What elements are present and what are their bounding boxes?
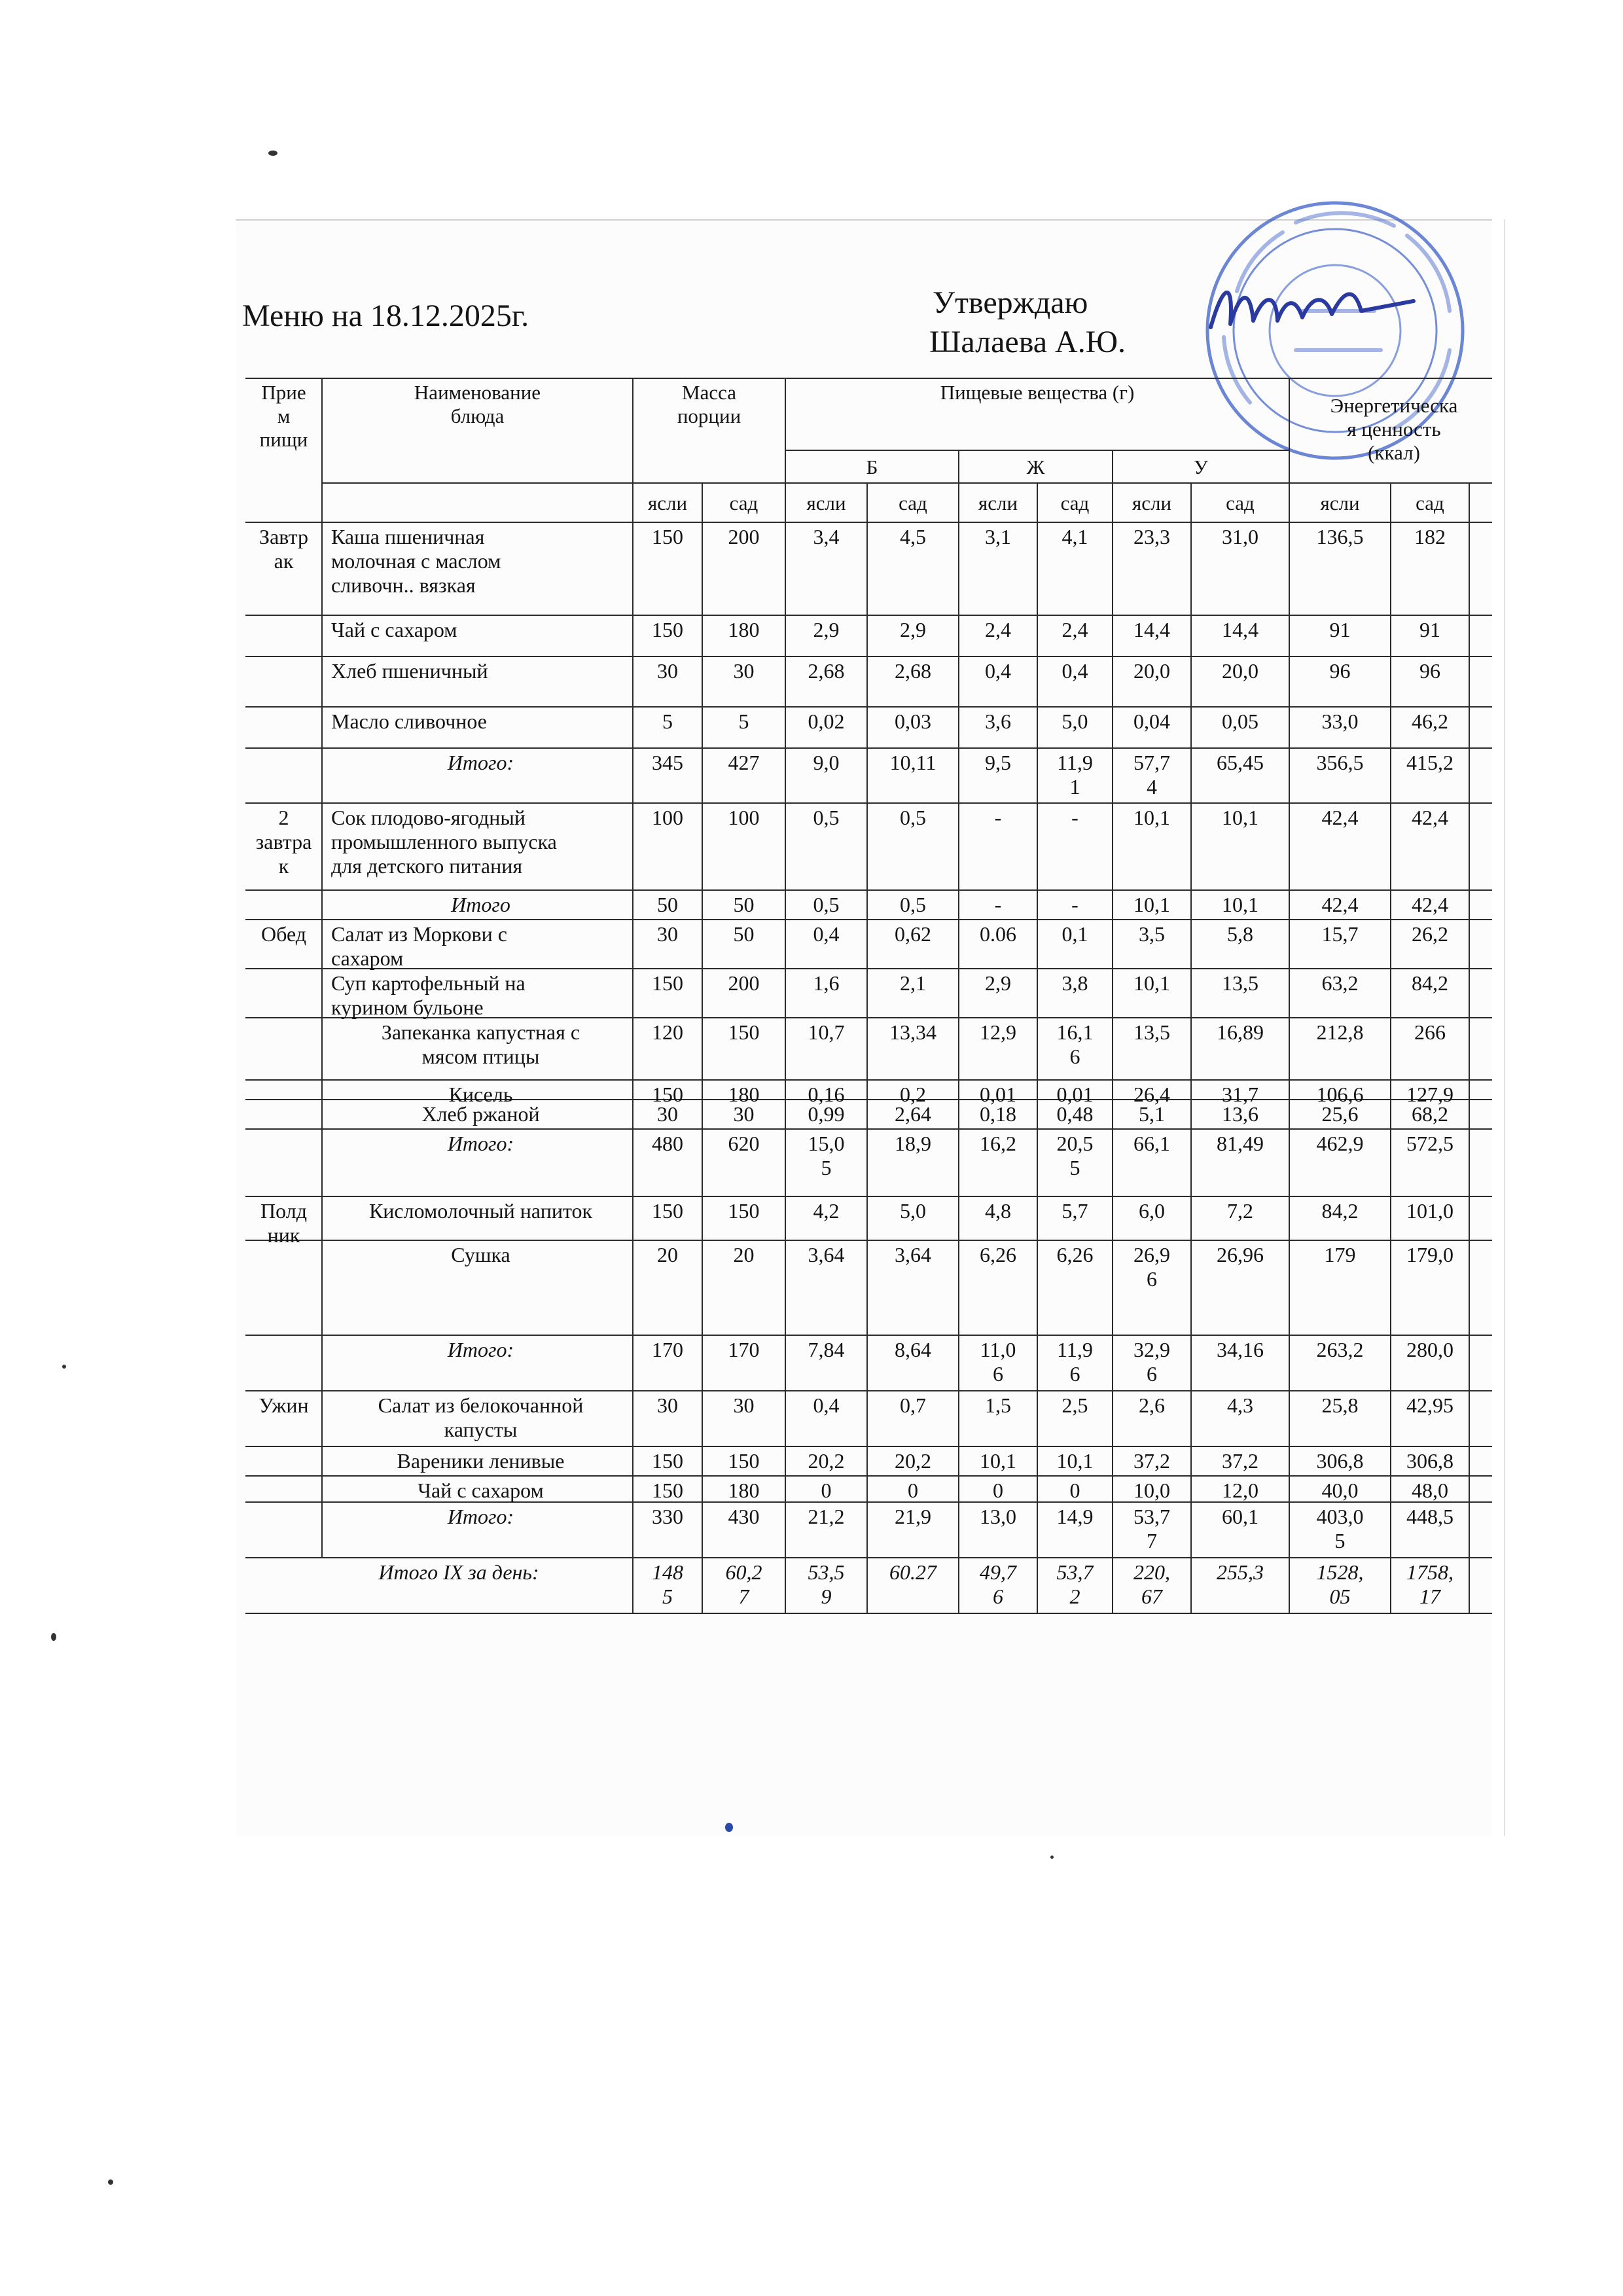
value-mass-y: 148 5 bbox=[652, 1560, 683, 1608]
value-e-s: 42,4 bbox=[1412, 806, 1448, 829]
value-zh-y: 2,4 bbox=[985, 618, 1011, 641]
header-sub-yasli: ясли bbox=[1132, 492, 1172, 514]
value-zh-y: 1,5 bbox=[985, 1393, 1011, 1417]
value-b-s: 3,64 bbox=[895, 1243, 931, 1266]
value-u-s: 34,16 bbox=[1217, 1338, 1264, 1361]
header-sub-sad: сад bbox=[1060, 492, 1090, 514]
value-u-y: 0,04 bbox=[1133, 709, 1170, 733]
value-u-s: 81,49 bbox=[1217, 1132, 1264, 1155]
value-mass-y: 120 bbox=[652, 1020, 683, 1044]
value-zh-y: 4,8 bbox=[985, 1199, 1011, 1223]
value-u-y: 37,2 bbox=[1133, 1449, 1170, 1473]
value-e-y: 179 bbox=[1324, 1243, 1356, 1266]
meal-label: Ужин bbox=[259, 1393, 309, 1417]
meal-label: Завтр ак bbox=[259, 525, 308, 573]
header-meal: Прие м пищи bbox=[259, 381, 308, 451]
value-b-s: 2,1 bbox=[900, 971, 926, 995]
value-u-y: 10,1 bbox=[1133, 893, 1170, 916]
value-u-y: 66,1 bbox=[1133, 1132, 1170, 1155]
value-mass-y: 345 bbox=[652, 751, 683, 774]
value-zh-s: - bbox=[1071, 806, 1079, 829]
value-zh-y: 2,9 bbox=[985, 971, 1011, 995]
value-mass-y: 150 bbox=[652, 618, 683, 641]
value-u-y: 6,0 bbox=[1139, 1199, 1165, 1223]
value-e-y: 40,0 bbox=[1321, 1479, 1359, 1502]
value-zh-s: 0,4 bbox=[1061, 659, 1088, 683]
header-mass: Масса порции bbox=[677, 381, 741, 427]
value-b-s: 0,03 bbox=[895, 709, 931, 733]
value-mass-y: 480 bbox=[652, 1132, 683, 1155]
dish-name: Каша пшеничная молочная с маслом сливочн.. вязкая bbox=[331, 525, 501, 597]
total-label: Итого: bbox=[447, 1132, 514, 1155]
value-u-y: 26,4 bbox=[1133, 1083, 1170, 1106]
value-b-y: 7,84 bbox=[808, 1338, 845, 1361]
value-b-s: 4,5 bbox=[900, 525, 926, 548]
value-b-s: 8,64 bbox=[895, 1338, 931, 1361]
value-b-y: 4,2 bbox=[813, 1199, 840, 1223]
value-mass-s: 180 bbox=[728, 618, 760, 641]
value-mass-s: 170 bbox=[728, 1338, 760, 1361]
value-zh-y: - bbox=[994, 806, 1002, 829]
value-mass-s: 100 bbox=[728, 806, 760, 829]
value-e-s: 127,9 bbox=[1406, 1083, 1454, 1106]
header-sub-sad: сад bbox=[729, 492, 758, 514]
value-zh-y: 0,4 bbox=[985, 659, 1011, 683]
value-u-s: 13,6 bbox=[1222, 1102, 1258, 1126]
value-mass-y: 150 bbox=[652, 1083, 683, 1106]
value-e-s: 26,2 bbox=[1412, 922, 1448, 946]
value-u-s: 31,0 bbox=[1222, 525, 1258, 548]
value-b-s: 5,0 bbox=[900, 1199, 926, 1223]
value-b-y: 0 bbox=[821, 1479, 832, 1502]
value-u-s: 10,1 bbox=[1222, 893, 1258, 916]
value-e-s: 280,0 bbox=[1406, 1338, 1454, 1361]
value-e-s: 1758, 17 bbox=[1406, 1560, 1454, 1608]
value-u-s: 37,2 bbox=[1222, 1449, 1258, 1473]
dish-name: Сушка bbox=[451, 1243, 510, 1266]
value-e-s: 46,2 bbox=[1412, 709, 1448, 733]
header-energy: Энергетическа я ценность (ккал) bbox=[1330, 394, 1458, 464]
value-u-y: 32,9 6 bbox=[1133, 1338, 1170, 1386]
value-mass-s: 150 bbox=[728, 1020, 760, 1044]
value-zh-s: 0 bbox=[1069, 1479, 1080, 1502]
value-u-s: 65,45 bbox=[1217, 751, 1264, 774]
value-u-s: 10,1 bbox=[1222, 806, 1258, 829]
value-e-s: 266 bbox=[1414, 1020, 1446, 1044]
value-e-y: 1528, 05 bbox=[1316, 1560, 1364, 1608]
value-b-s: 0,5 bbox=[900, 806, 926, 829]
value-mass-s: 180 bbox=[728, 1479, 760, 1502]
value-mass-s: 200 bbox=[728, 525, 760, 548]
value-e-y: 96 bbox=[1329, 659, 1351, 683]
value-e-s: 48,0 bbox=[1412, 1479, 1448, 1502]
value-e-s: 42,95 bbox=[1406, 1393, 1454, 1417]
value-b-s: 2,9 bbox=[900, 618, 926, 641]
value-mass-s: 150 bbox=[728, 1449, 760, 1473]
value-b-y: 53,5 9 bbox=[808, 1560, 845, 1608]
value-e-y: 42,4 bbox=[1321, 806, 1359, 829]
value-b-y: 1,6 bbox=[813, 971, 840, 995]
value-e-y: 33,0 bbox=[1321, 709, 1359, 733]
dish-name: Кисель bbox=[448, 1083, 513, 1106]
value-u-y: 57,7 4 bbox=[1133, 751, 1170, 798]
value-zh-y: 0.06 bbox=[980, 922, 1016, 946]
header-sub-sad: сад bbox=[899, 492, 927, 514]
dish-name: Сок плодово-ягодный промышленного выпуска для детского питания bbox=[331, 806, 557, 878]
value-zh-y: 49,7 6 bbox=[980, 1560, 1016, 1608]
value-b-s: 20,2 bbox=[895, 1449, 931, 1473]
value-zh-s: 3,8 bbox=[1061, 971, 1088, 995]
value-u-y: 23,3 bbox=[1133, 525, 1170, 548]
value-mass-s: 620 bbox=[728, 1132, 760, 1155]
value-zh-s: 0,01 bbox=[1056, 1083, 1094, 1106]
header-fat: Ж bbox=[1026, 456, 1045, 478]
value-e-y: 356,5 bbox=[1316, 751, 1364, 774]
value-zh-y: 0,18 bbox=[980, 1102, 1016, 1126]
value-e-s: 182 bbox=[1414, 525, 1446, 548]
value-e-y: 84,2 bbox=[1321, 1199, 1359, 1223]
value-e-s: 448,5 bbox=[1406, 1505, 1454, 1528]
value-b-y: 3,4 bbox=[813, 525, 840, 548]
value-b-y: 0,4 bbox=[813, 922, 840, 946]
value-zh-y: 6,26 bbox=[980, 1243, 1016, 1266]
signature bbox=[1204, 275, 1420, 347]
value-b-y: 2,9 bbox=[813, 618, 840, 641]
value-u-s: 14,4 bbox=[1222, 618, 1258, 641]
value-e-y: 462,9 bbox=[1316, 1132, 1364, 1155]
value-u-y: 5,1 bbox=[1139, 1102, 1165, 1126]
value-b-y: 15,0 5 bbox=[808, 1132, 845, 1179]
value-mass-s: 180 bbox=[728, 1083, 760, 1106]
value-u-y: 2,6 bbox=[1139, 1393, 1165, 1417]
value-mass-s: 60,2 7 bbox=[725, 1560, 762, 1608]
value-b-y: 0,02 bbox=[808, 709, 845, 733]
value-mass-s: 150 bbox=[728, 1199, 760, 1223]
value-zh-s: 11,9 6 bbox=[1057, 1338, 1093, 1386]
value-u-s: 13,5 bbox=[1222, 971, 1258, 995]
value-mass-s: 30 bbox=[733, 1393, 755, 1417]
scan-speck bbox=[1050, 1856, 1054, 1859]
scan-speck bbox=[51, 1633, 56, 1641]
value-e-s: 415,2 bbox=[1406, 751, 1454, 774]
approver-name: Шалаева А.Ю. bbox=[929, 325, 1126, 359]
value-zh-s: 2,4 bbox=[1061, 618, 1088, 641]
value-zh-s: 6,26 bbox=[1056, 1243, 1094, 1266]
header-sub-yasli: ясли bbox=[806, 492, 846, 514]
value-u-y: 20,0 bbox=[1133, 659, 1170, 683]
value-b-y: 0,5 bbox=[813, 806, 840, 829]
value-u-y: 53,7 7 bbox=[1133, 1505, 1170, 1552]
value-u-s: 16,89 bbox=[1217, 1020, 1264, 1044]
value-b-y: 10,7 bbox=[808, 1020, 845, 1044]
value-b-s: 18,9 bbox=[895, 1132, 931, 1155]
dish-name: Масло сливочное bbox=[331, 709, 487, 733]
dish-name: Чай с сахаром bbox=[331, 618, 457, 641]
value-zh-s: 10,1 bbox=[1056, 1449, 1094, 1473]
value-e-y: 403,0 5 bbox=[1316, 1505, 1364, 1552]
value-zh-y: 3,1 bbox=[985, 525, 1011, 548]
header-sub-sad: сад bbox=[1226, 492, 1255, 514]
header-dish: Наименование блюда bbox=[414, 381, 541, 427]
value-e-y: 91 bbox=[1329, 618, 1351, 641]
total-label: Итого bbox=[451, 893, 510, 916]
value-b-y: 2,68 bbox=[808, 659, 845, 683]
value-zh-s: - bbox=[1071, 893, 1079, 916]
header-sub-yasli: ясли bbox=[1320, 492, 1360, 514]
value-u-s: 0,05 bbox=[1222, 709, 1258, 733]
dish-name: Чай с сахаром bbox=[418, 1479, 544, 1502]
value-u-s: 60,1 bbox=[1222, 1505, 1258, 1528]
value-zh-y: 16,2 bbox=[980, 1132, 1016, 1155]
value-u-y: 13,5 bbox=[1133, 1020, 1170, 1044]
value-b-y: 0,5 bbox=[813, 893, 840, 916]
scan-speck bbox=[725, 1823, 733, 1832]
value-mass-y: 170 bbox=[652, 1338, 683, 1361]
value-mass-s: 30 bbox=[733, 659, 755, 683]
value-b-s: 10,11 bbox=[889, 751, 936, 774]
value-mass-s: 50 bbox=[733, 893, 755, 916]
value-e-y: 25,6 bbox=[1321, 1102, 1359, 1126]
value-mass-y: 30 bbox=[657, 659, 678, 683]
header-sub-yasli: ясли bbox=[647, 492, 688, 514]
value-mass-y: 330 bbox=[652, 1505, 683, 1528]
menu-title: Меню на 18.12.2025г. bbox=[242, 298, 529, 333]
dish-name: Салат из Моркови с сахаром bbox=[331, 922, 507, 970]
value-b-s: 13,34 bbox=[889, 1020, 936, 1044]
value-u-s: 26,96 bbox=[1217, 1243, 1264, 1266]
total-label: Итого IX за день: bbox=[378, 1560, 539, 1584]
value-b-y: 0,16 bbox=[808, 1083, 845, 1106]
dish-name: Вареники ленивые bbox=[397, 1449, 565, 1473]
value-mass-s: 430 bbox=[728, 1505, 760, 1528]
value-u-y: 14,4 bbox=[1133, 618, 1170, 641]
value-u-y: 26,9 6 bbox=[1133, 1243, 1170, 1291]
value-zh-y: - bbox=[994, 893, 1002, 916]
meal-label: Обед bbox=[260, 922, 307, 946]
value-e-s: 179,0 bbox=[1406, 1243, 1454, 1266]
value-mass-y: 150 bbox=[652, 1449, 683, 1473]
value-u-s: 12,0 bbox=[1222, 1479, 1258, 1502]
dish-name: Хлеб ржаной bbox=[421, 1102, 540, 1126]
value-mass-y: 100 bbox=[652, 806, 683, 829]
value-e-s: 306,8 bbox=[1406, 1449, 1454, 1473]
value-b-s: 0,2 bbox=[900, 1083, 926, 1106]
value-mass-y: 150 bbox=[652, 525, 683, 548]
value-b-y: 20,2 bbox=[808, 1449, 845, 1473]
value-zh-y: 10,1 bbox=[980, 1449, 1016, 1473]
value-mass-s: 20 bbox=[733, 1243, 755, 1266]
value-mass-y: 150 bbox=[652, 971, 683, 995]
value-zh-y: 11,0 6 bbox=[980, 1338, 1016, 1386]
value-e-y: 212,8 bbox=[1316, 1020, 1364, 1044]
value-zh-y: 12,9 bbox=[980, 1020, 1016, 1044]
value-u-s: 31,7 bbox=[1222, 1083, 1258, 1106]
total-label: Итого: bbox=[447, 1505, 514, 1528]
value-zh-y: 0 bbox=[993, 1479, 1003, 1502]
value-b-s: 2,64 bbox=[895, 1102, 931, 1126]
value-b-s: 0 bbox=[908, 1479, 918, 1502]
value-b-s: 60.27 bbox=[889, 1560, 936, 1584]
value-e-y: 42,4 bbox=[1321, 893, 1359, 916]
value-zh-s: 5,7 bbox=[1061, 1199, 1088, 1223]
value-mass-s: 30 bbox=[733, 1102, 755, 1126]
value-u-s: 5,8 bbox=[1227, 922, 1253, 946]
header-sub-sad: сад bbox=[1416, 492, 1444, 514]
total-label: Итого: bbox=[447, 751, 514, 774]
dish-name: Салат из белокочанной капусты bbox=[378, 1393, 584, 1441]
scan-speck bbox=[268, 151, 277, 156]
value-e-s: 96 bbox=[1419, 659, 1440, 683]
value-zh-s: 4,1 bbox=[1061, 525, 1088, 548]
value-e-y: 15,7 bbox=[1321, 922, 1359, 946]
value-b-s: 21,9 bbox=[895, 1505, 931, 1528]
value-mass-s: 427 bbox=[728, 751, 760, 774]
value-e-s: 101,0 bbox=[1406, 1199, 1454, 1223]
value-zh-s: 16,1 6 bbox=[1056, 1020, 1094, 1068]
value-mass-y: 150 bbox=[652, 1199, 683, 1223]
value-mass-s: 5 bbox=[738, 709, 749, 733]
value-e-y: 63,2 bbox=[1321, 971, 1359, 995]
scan-speck bbox=[62, 1365, 66, 1369]
value-u-s: 7,2 bbox=[1227, 1199, 1253, 1223]
value-e-s: 91 bbox=[1419, 618, 1440, 641]
header-carbs: У bbox=[1194, 456, 1208, 478]
value-u-y: 10,1 bbox=[1133, 971, 1170, 995]
value-b-s: 0,5 bbox=[900, 893, 926, 916]
value-mass-y: 20 bbox=[657, 1243, 678, 1266]
value-b-s: 0,7 bbox=[900, 1393, 926, 1417]
value-mass-y: 50 bbox=[657, 893, 678, 916]
value-e-s: 572,5 bbox=[1406, 1132, 1454, 1155]
value-u-y: 10,1 bbox=[1133, 806, 1170, 829]
value-zh-s: 53,7 2 bbox=[1056, 1560, 1094, 1608]
value-u-s: 4,3 bbox=[1227, 1393, 1253, 1417]
value-zh-s: 20,5 5 bbox=[1056, 1132, 1094, 1179]
dish-name: Суп картофельный на курином бульоне bbox=[331, 971, 526, 1019]
value-zh-s: 0,48 bbox=[1056, 1102, 1094, 1126]
value-b-y: 21,2 bbox=[808, 1505, 845, 1528]
value-mass-s: 200 bbox=[728, 971, 760, 995]
meal-label: 2 завтра к bbox=[255, 806, 312, 878]
value-zh-y: 13,0 bbox=[980, 1505, 1016, 1528]
value-u-s: 255,3 bbox=[1217, 1560, 1264, 1584]
value-b-y: 0,99 bbox=[808, 1102, 845, 1126]
value-mass-y: 30 bbox=[657, 1393, 678, 1417]
header-nutrients: Пищевые вещества (г) bbox=[940, 381, 1135, 404]
value-e-y: 263,2 bbox=[1316, 1338, 1364, 1361]
value-e-y: 136,5 bbox=[1316, 525, 1364, 548]
value-mass-y: 30 bbox=[657, 922, 678, 946]
value-b-y: 3,64 bbox=[808, 1243, 845, 1266]
value-b-s: 2,68 bbox=[895, 659, 931, 683]
value-zh-s: 0,1 bbox=[1061, 922, 1088, 946]
value-mass-y: 150 bbox=[652, 1479, 683, 1502]
value-zh-y: 0,01 bbox=[980, 1083, 1016, 1106]
value-u-y: 220, 67 bbox=[1133, 1560, 1170, 1608]
header-sub-yasli: ясли bbox=[978, 492, 1018, 514]
dish-name: Кисломолочный напиток bbox=[368, 1199, 593, 1223]
value-e-s: 84,2 bbox=[1412, 971, 1448, 995]
value-b-y: 0,4 bbox=[813, 1393, 840, 1417]
value-e-y: 306,8 bbox=[1316, 1449, 1364, 1473]
value-e-s: 68,2 bbox=[1412, 1102, 1448, 1126]
total-label: Итого: bbox=[447, 1338, 514, 1361]
dish-name: Запеканка капустная с мясом птицы bbox=[381, 1020, 580, 1068]
value-zh-s: 14,9 bbox=[1056, 1505, 1094, 1528]
value-mass-y: 5 bbox=[662, 709, 673, 733]
value-zh-y: 3,6 bbox=[985, 709, 1011, 733]
meal-label: Полд ник bbox=[260, 1199, 307, 1247]
header-protein: Б bbox=[866, 456, 878, 478]
value-mass-s: 50 bbox=[733, 922, 755, 946]
value-u-y: 3,5 bbox=[1139, 922, 1165, 946]
value-zh-y: 9,5 bbox=[985, 751, 1011, 774]
value-e-y: 106,6 bbox=[1316, 1083, 1364, 1106]
scan-speck bbox=[108, 2179, 113, 2185]
value-zh-s: 2,5 bbox=[1061, 1393, 1088, 1417]
value-u-y: 10,0 bbox=[1133, 1479, 1170, 1502]
value-b-s: 0,62 bbox=[895, 922, 931, 946]
value-zh-s: 11,9 1 bbox=[1057, 751, 1093, 798]
value-zh-s: 5,0 bbox=[1061, 709, 1088, 733]
value-e-s: 42,4 bbox=[1412, 893, 1448, 916]
value-mass-y: 30 bbox=[657, 1102, 678, 1126]
value-e-y: 25,8 bbox=[1321, 1393, 1359, 1417]
value-b-y: 9,0 bbox=[813, 751, 840, 774]
approve-label: Утверждаю bbox=[933, 285, 1088, 320]
value-u-s: 20,0 bbox=[1222, 659, 1258, 683]
dish-name: Хлеб пшеничный bbox=[331, 659, 488, 683]
